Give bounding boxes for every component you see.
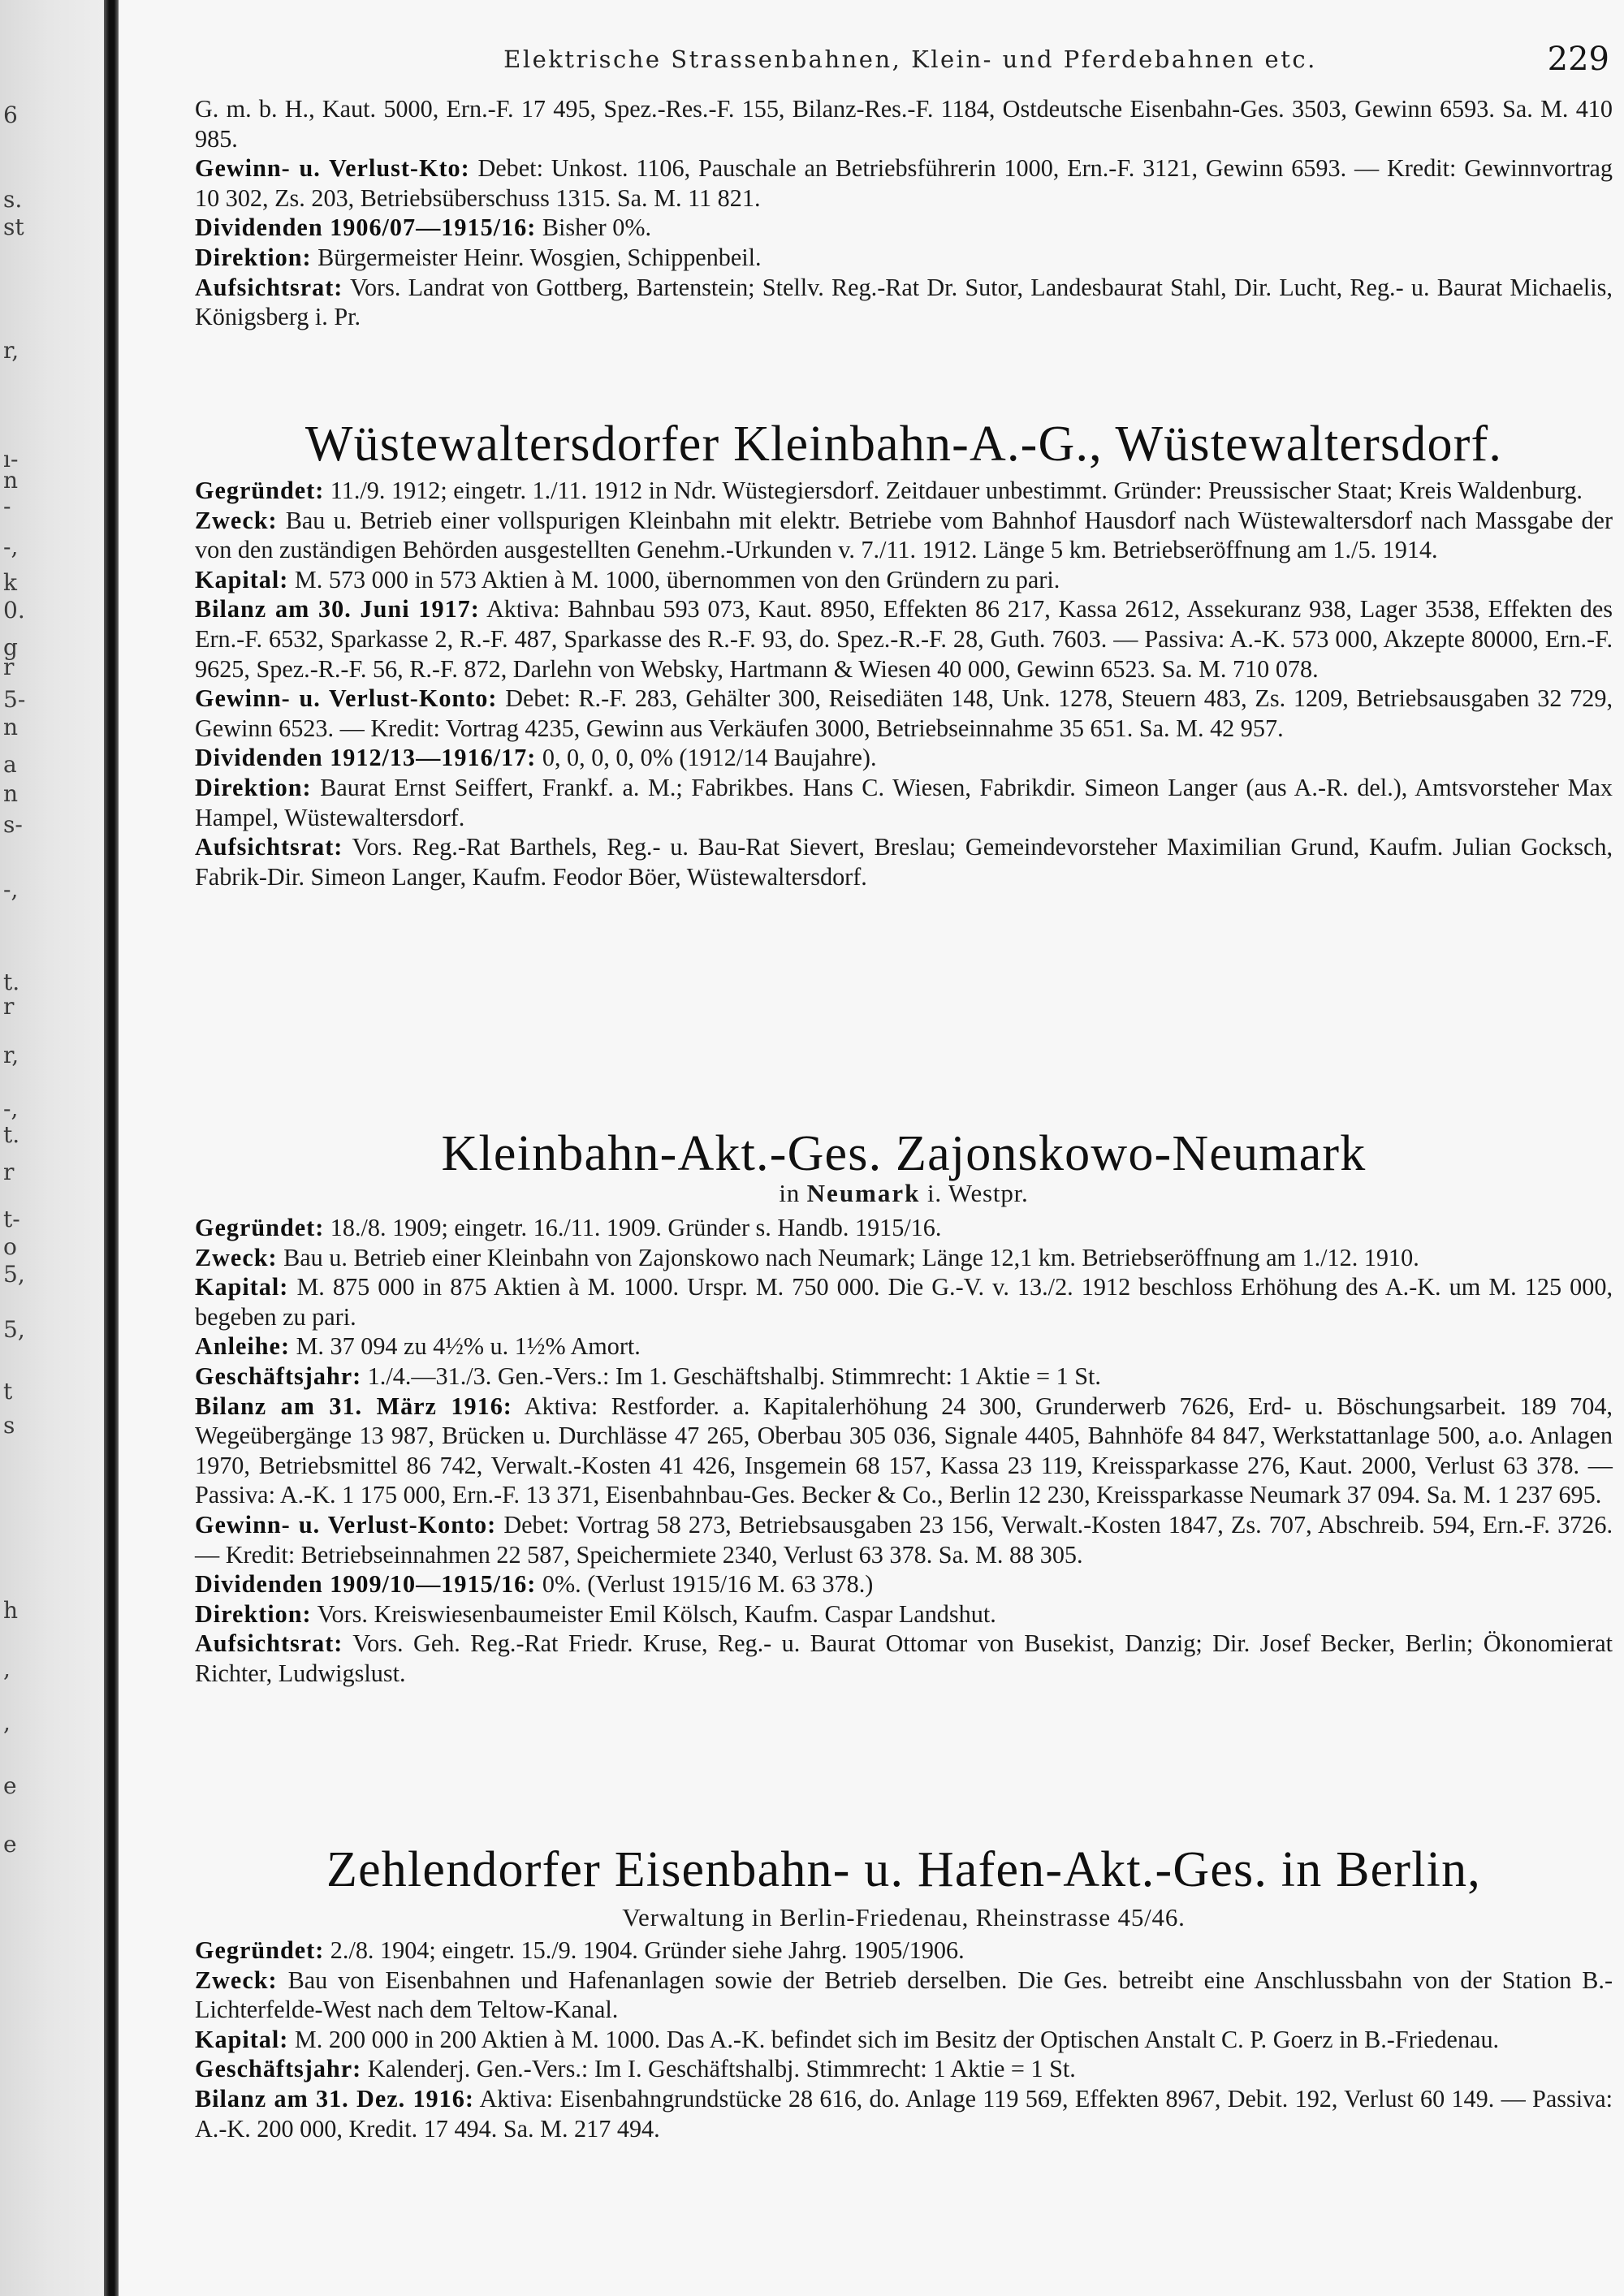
field-text: 2./8. 1904; eingetr. 15./9. 1904. Gründer siehe Jahrg. 1905/1906.: [330, 1936, 965, 1964]
field-text: Baurat Ernst Seiffert, Frankf. a. M.; Fabrikbes. Hans C. Wiesen, Fabrikdir. Simeon Langer (aus A.-R. del.), Amtsvorsteher Max Hampel, Wüstewaltersdorf.: [195, 773, 1613, 831]
company-entry-body: [195, 476, 1613, 891]
field-text: Bürgermeister Heinr. Wosgien, Schippenbeil.: [317, 243, 762, 271]
margin-fragment: -,: [3, 876, 19, 903]
field-text: Vors. Kreiswiesenbaumeister Emil Kölsch, Kaufm. Caspar Landshut.: [317, 1599, 996, 1628]
entry-paragraph: [195, 1966, 1613, 2025]
entry-paragraph: [195, 1392, 1613, 1510]
company-title: Zehlendorfer Eisenbahn- u. Hafen-Akt.-Ges. in Berlin,: [326, 1842, 1481, 1897]
margin-fragment: t.: [3, 969, 20, 995]
entry-paragraph: [195, 94, 1613, 153]
margin-fragment: r,: [3, 337, 19, 364]
running-title: Elektrische Strassenbahnen, Klein- und Pferdebahnen etc.: [503, 45, 1317, 73]
entry-paragraph: [195, 243, 1613, 273]
entry-paragraph: [195, 1331, 1613, 1362]
page-number: 229: [1547, 41, 1609, 78]
field-label: Aufsichtsrat:: [195, 833, 343, 861]
field-text: M. 875 000 in 875 Aktien à M. 1000. Urspr. M. 750 000. Die G.-V. v. 13./2. 1912 beschloss Erhöhung des A.-K. um M. 125 000, begeben zu pari.: [195, 1273, 1613, 1331]
field-text: M. 573 000 in 573 Aktien à M. 1000, übernommen von den Gründern zu pari.: [294, 565, 1060, 593]
margin-fragment: ı-: [3, 446, 19, 473]
entry-paragraph: [195, 1272, 1613, 1331]
margin-fragment: e: [3, 1772, 17, 1799]
margin-fragment: -,: [3, 533, 19, 560]
field-label: Kapital:: [195, 2025, 289, 2053]
entry-paragraph: [195, 684, 1613, 743]
field-text: Kalenderj. Gen.-Vers.: Im I. Geschäftshalbj. Stimmrecht: 1 Aktie = 1 St.: [367, 2055, 1076, 2083]
field-label: Aufsichtsrat:: [195, 1629, 343, 1658]
entry-paragraph: [195, 1213, 1613, 1243]
field-text: Debet: Unkost. 1106, Pauschale an Betriebsführerin 1000, Ern.-F. 3121, Gewinn 6593. — Kredit: Gewinnvortrag 10 302, Zs. 203, Betriebsüberschuss 1315. Sa. M. 11 821.: [195, 154, 1613, 212]
field-text: Bau u. Betrieb einer vollspurigen Kleinbahn mit elektr. Betriebe vom Bahnhof Hausdorf nach Wüstewaltersdorf nach Massgabe der von den zuständigen Behörden ausgestellten Genehm.-Urkunden v. 7./11. 1912. Länge 5 km. Betriebseröffnung am 1./5. 1914.: [195, 506, 1613, 564]
field-text: Bisher 0%.: [542, 214, 652, 242]
entry-paragraph: [195, 832, 1613, 891]
margin-fragment: e: [3, 1831, 17, 1858]
margin-fragment: ,: [3, 1709, 11, 1736]
margin-fragment: r: [3, 654, 15, 680]
field-label: Zweck:: [195, 1243, 278, 1271]
entry-paragraph: [195, 1599, 1613, 1629]
field-label: Zweck:: [195, 506, 278, 534]
margin-fragment: 5,: [3, 1316, 25, 1343]
field-label: Gewinn- u. Verlust-Kto:: [195, 154, 470, 183]
field-label: Bilanz am 31. März 1916:: [195, 1392, 512, 1420]
location-town: Neumark: [806, 1179, 921, 1207]
margin-fragment: 6: [3, 101, 18, 128]
entry-paragraph: [195, 2084, 1613, 2143]
field-text: 0%. (Verlust 1915/16 M. 63 378.): [542, 1570, 874, 1599]
entry-paragraph: [195, 506, 1613, 565]
field-label: Zweck:: [195, 1966, 278, 1994]
margin-fragment: k: [3, 569, 17, 596]
margin-fragment: s-: [3, 811, 23, 838]
entry-paragraph: [195, 1510, 1613, 1569]
field-label: Gegründet:: [195, 1936, 325, 1964]
margin-fragment: n: [3, 780, 19, 807]
entry-paragraph: [195, 1243, 1613, 1273]
entry-paragraph: [195, 594, 1613, 684]
entry-paragraph: [195, 1362, 1613, 1392]
margin-fragment: r: [3, 993, 15, 1020]
field-label: Geschäftsjahr:: [195, 1362, 362, 1390]
field-label: Anleihe:: [195, 1332, 291, 1361]
field-text: M. 37 094 zu 4½% u. 1½% Amort.: [296, 1332, 641, 1361]
margin-fragment: h: [3, 1597, 19, 1624]
field-label: Gegründet:: [195, 477, 325, 504]
field-label: Direktion:: [195, 243, 312, 271]
field-text: Aktiva: Eisenbahngrundstücke 28 616, do. Anlage 119 569, Effekten 8967, Debit. 192, Verlust 60 149. — Passiva: A.-K. 200 000, Kredit. 17 494. Sa. M. 217 494.: [195, 2084, 1613, 2143]
field-text: Aktiva: Bahnbau 593 073, Kaut. 8950, Effekten 86 217, Kassa 2612, Assekuranz 938, Lager 3538, Effekten des Ern.-F. 6532, Sparkasse 2, R.-F. 487, Sparkasse des R.-F. 93, do. Spez.-R.-F. 28, Guth. 7603. — Passiva: A.-K. 573 000, Akzepte 80000, Ern.-F. 9625, Spez.-R.-F. 56, R.-F. 872, Darlehn von Websky, Hartmann & Wiesen 40 000, Gewinn 6523. Sa. M. 710 078.: [195, 595, 1613, 683]
margin-fragment: 5,: [3, 1261, 25, 1288]
field-text: G. m. b. H., Kaut. 5000, Ern.-F. 17 495, Spez.-Res.-F. 155, Bilanz-Res.-F. 1184, Ostdeutsche Eisenbahn-Ges. 3503, Gewinn 6593. Sa. M. 410 985.: [195, 95, 1613, 153]
entry-paragraph: [195, 773, 1613, 832]
margin-fragment: n: [3, 467, 19, 494]
company-entry-body: [195, 1936, 1613, 2143]
entry-paragraph: [195, 1569, 1613, 1599]
company-entry-body: [195, 1213, 1613, 1689]
margin-fragment: s.: [3, 186, 23, 213]
field-label: Direktion:: [195, 1599, 312, 1628]
field-label: Bilanz am 30. Juni 1917:: [195, 595, 480, 624]
book-gutter: [104, 0, 119, 2296]
margin-fragment: r: [3, 1159, 15, 1185]
field-label: Bilanz am 31. Dez. 1916:: [195, 2084, 474, 2113]
continued-entry: [195, 94, 1613, 332]
field-label: Kapital:: [195, 1273, 289, 1301]
field-text: Bau von Eisenbahnen und Hafenanlagen sowie der Betrieb derselben. Die Ges. betreibt eine Anschlussbahn von der Station B.-Lichterfelde-West nach dem Teltow-Kanal.: [195, 1966, 1613, 2024]
running-header: [119, 41, 1624, 78]
field-label: Kapital:: [195, 565, 289, 593]
field-text: 11./9. 1912; eingetr. 1./11. 1912 in Ndr. Wüstegiersdorf. Zeitdauer unbestimmt. Gründer: Preussischer Staat; Kreis Waldenburg.: [330, 477, 1583, 504]
margin-fragment: r,: [3, 1042, 19, 1068]
entry-paragraph: [195, 2054, 1613, 2084]
margin-fragment: g: [3, 634, 18, 661]
location-suffix: i. Westpr.: [926, 1179, 1029, 1207]
field-text: Bau u. Betrieb einer Kleinbahn von Zajonskowo nach Neumark; Länge 12,1 km. Betriebseröffnung am 1./12. 1910.: [283, 1243, 1419, 1271]
field-text: Debet: Vortrag 58 273, Betriebsausgaben 23 156, Verwalt.-Kosten 1847, Zs. 707, Abschreib. 594, Ern.-F. 3726. — Kredit: Betriebseinnahmen 22 587, Speichermiete 2340, Verlust 63 378. Sa. M. 88 305.: [195, 1510, 1613, 1569]
field-label: Direktion:: [195, 773, 312, 801]
entry-paragraph: [195, 476, 1613, 506]
margin-fragment: o: [3, 1233, 17, 1260]
field-label: Dividenden 1909/10—1915/16:: [195, 1570, 537, 1599]
field-text: Vors. Landrat von Gottberg, Bartenstein; Stellv. Reg.-Rat Dr. Sutor, Landesbaurat Stahl, Dir. Lucht, Reg.- u. Baurat Michaelis, Königsberg i. Pr.: [195, 273, 1613, 331]
margin-fragment: s: [3, 1412, 15, 1439]
field-label: Aufsichtsrat:: [195, 273, 343, 301]
field-label: Gewinn- u. Verlust-Konto:: [195, 684, 498, 713]
field-text: M. 200 000 in 200 Aktien à M. 1000. Das A.-K. befindet sich im Besitz der Optischen Anstalt C. P. Goerz in B.-Friedenau.: [294, 2025, 1500, 2053]
margin-fragment: t-: [3, 1206, 20, 1232]
company-title: Wüstewaltersdorfer Kleinbahn-A.-G., Wüstewaltersdorf.: [304, 416, 1503, 472]
entry-paragraph: [195, 2025, 1613, 2055]
location-prefix: in: [779, 1179, 801, 1207]
field-text: Aktiva: Restforder. a. Kapitalerhöhung 24 300, Grunderwerb 7626, Erd- u. Böschungsarbeit. 189 704, Wegeübergänge 13 987, Brücken u. Durchlässe 47 265, Oberbau 305 036, Signale 4405, Bahnhöfe 84 847, Werkstattanlage 500, a.o. Anlagen 1970, Betriebsmittel 86 742, Verwalt.-Kosten 41 426, Insgemein 68 157, Kassa 23 119, Kreissparkasse 276, Kaut. 2000, Verlust 63 378. — Passiva: A.-K. 1 175 000, Ern.-F. 13 371, Eisenbahnbau-Ges. Becker & Co., Berlin 12 230, Kreissparkasse Neumark 37 094. Sa. M. 1 237 695.: [195, 1392, 1613, 1509]
field-text: 1./4.—31./3. Gen.-Vers.: Im 1. Geschäftshalbj. Stimmrecht: 1 Aktie = 1 St.: [367, 1362, 1101, 1390]
margin-fragment: -,: [3, 1095, 19, 1122]
margin-fragment: st: [3, 214, 24, 240]
field-label: Geschäftsjahr:: [195, 2055, 362, 2083]
margin-fragment: -: [3, 493, 11, 520]
field-label: Dividenden 1912/13—1916/17:: [195, 744, 537, 772]
margin-fragment: ,: [3, 1655, 11, 1682]
company-location: [195, 1179, 1613, 1208]
entry-paragraph: [195, 1629, 1613, 1688]
field-text: Vors. Reg.-Rat Barthels, Reg.- u. Bau-Rat Sievert, Breslau; Gemeindevorsteher Maximilian Grund, Kaufm. Julian Gocksch, Fabrik-Dir. Simeon Langer, Kaufm. Feodor Böer, Wüstewaltersdorf.: [195, 833, 1613, 891]
entry-paragraph: [195, 743, 1613, 773]
margin-fragment: n: [3, 714, 19, 740]
entry-paragraph: [195, 213, 1613, 243]
entry-paragraph: [195, 1936, 1613, 1966]
field-label: Dividenden 1906/07—1915/16:: [195, 214, 537, 242]
field-label: Gegründet:: [195, 1214, 325, 1241]
field-text: 0, 0, 0, 0, 0% (1912/14 Baujahre).: [542, 744, 877, 772]
margin-fragment: t.: [3, 1121, 20, 1148]
page: [119, 0, 1624, 2296]
entry-paragraph: [195, 153, 1613, 213]
margin-fragment: 5-: [3, 686, 26, 713]
margin-fragment: 0.: [3, 597, 25, 624]
company-address: Verwaltung in Berlin-Friedenau, Rheinstrasse 45/46.: [622, 1903, 1186, 1931]
entry-paragraph: [195, 565, 1613, 595]
entry-paragraph: [195, 273, 1613, 332]
field-text: Vors. Geh. Reg.-Rat Friedr. Kruse, Reg.- u. Baurat Ottomar von Busekist, Danzig; Dir. Josef Becker, Berlin; Ökonomierat Richter, Ludwigslust.: [195, 1629, 1613, 1687]
margin-fragment: a: [3, 751, 17, 778]
field-text: Debet: R.-F. 283, Gehälter 300, Reisediäten 148, Unk. 1278, Steuern 483, Zs. 1209, Betriebsausgaben 32 729, Gewinn 6523. — Kredit: Vortrag 4235, Gewinn aus Verkäufen 3000, Betriebseinnahme 35 651. Sa. M. 42 957.: [195, 684, 1613, 742]
company-title: Kleinbahn-Akt.-Ges. Zajonskowo-Neumark: [441, 1126, 1367, 1181]
field-text: 18./8. 1909; eingetr. 16./11. 1909. Gründer s. Handb. 1915/16.: [330, 1214, 942, 1241]
margin-fragment: t: [3, 1378, 13, 1405]
field-label: Gewinn- u. Verlust-Konto:: [195, 1510, 497, 1539]
